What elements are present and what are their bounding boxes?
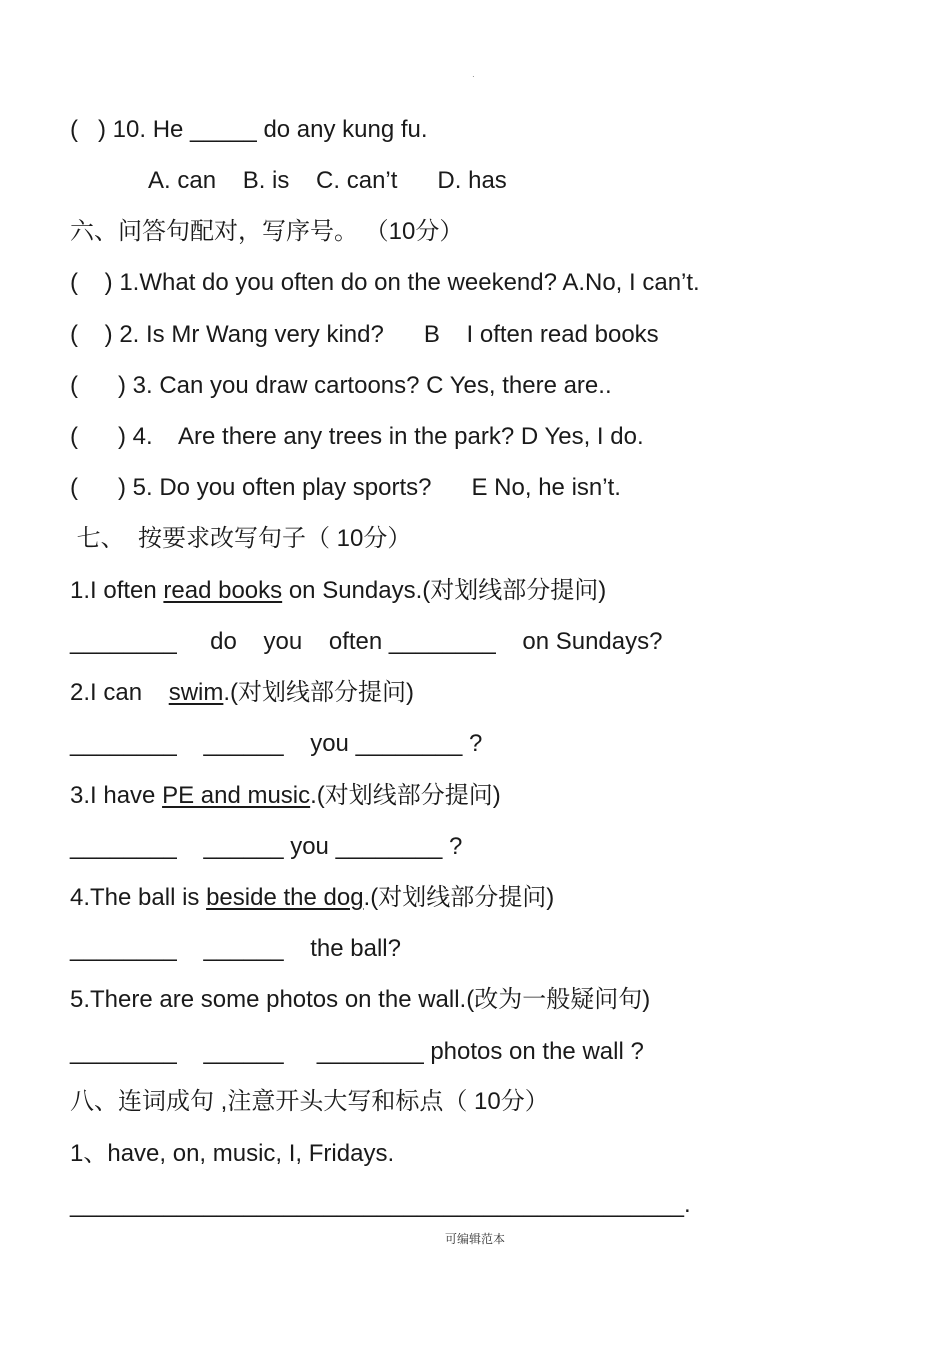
answer-line-5: ________ ______ ________ photos on the wall ? bbox=[70, 1038, 644, 1065]
question-10-options: A. can B. is C. can’t D. has bbox=[148, 167, 507, 194]
section-8-heading: 八、连词成句 ,注意开头大写和标点（ 10分） bbox=[70, 1088, 549, 1115]
q2-instruction: .(对划线部分提问) bbox=[223, 679, 415, 706]
rewrite-question-2 bbox=[70, 678, 414, 708]
q3-underlined: PE and music bbox=[162, 782, 311, 809]
word-order-question-1: 1、have, on, music, I, Fridays. bbox=[70, 1140, 395, 1167]
match-item-1: ( ) 1.What do you often do on the weekend? A.No, I can’t. bbox=[70, 269, 700, 296]
q4-instruction: .(对划线部分提问) bbox=[363, 884, 555, 911]
q1-prefix: 1.I often bbox=[70, 577, 164, 604]
match-item-5: ( ) 5. Do you often play sports? E No, he isn’t. bbox=[70, 474, 621, 501]
footer-label: 可编辑范本 bbox=[444, 1232, 505, 1246]
answer-line-3: ________ ______ you ________ ? bbox=[70, 833, 463, 860]
rewrite-question-4 bbox=[70, 883, 554, 913]
rewrite-question-1 bbox=[70, 576, 606, 606]
match-item-2: ( ) 2. Is Mr Wang very kind? B I often read books bbox=[70, 321, 659, 348]
question-10: ( ) 10. He _____ do any kung fu. bbox=[70, 116, 428, 143]
rewrite-question-5: 5.There are some photos on the wall.(改为一般疑问句) bbox=[70, 986, 651, 1013]
word-order-answer-line: ______________________________________________. bbox=[70, 1191, 691, 1218]
match-item-3: ( ) 3. Can you draw cartoons? C Yes, there are.. bbox=[70, 372, 612, 399]
match-item-4: ( ) 4. Are there any trees in the park? D Yes, I do. bbox=[70, 423, 644, 450]
rewrite-question-3 bbox=[70, 781, 501, 811]
answer-line-4: ________ ______ the ball? bbox=[70, 935, 401, 962]
answer-line-1: ________ do you often ________ on Sundays? bbox=[70, 628, 663, 655]
q2-prefix: 2.I can bbox=[70, 679, 169, 706]
q1-instruction: on Sundays.(对划线部分提问) bbox=[282, 577, 607, 604]
q3-instruction: .(对划线部分提问) bbox=[310, 782, 501, 809]
q1-underlined: read books bbox=[163, 577, 283, 604]
q4-prefix: 4.The ball is bbox=[70, 884, 207, 911]
header-dot: · bbox=[472, 72, 475, 81]
answer-line-2: ________ ______ you ________ ? bbox=[70, 730, 483, 757]
section-6-heading: 六、问答句配对，写序号。 （10分） bbox=[70, 218, 464, 245]
q3-prefix: 3.I have bbox=[70, 782, 163, 809]
q4-underlined: beside the dog bbox=[206, 884, 364, 911]
section-7-heading: 七、 按要求改写句子（ 10分） bbox=[70, 525, 412, 552]
q2-underlined: swim bbox=[168, 679, 224, 706]
